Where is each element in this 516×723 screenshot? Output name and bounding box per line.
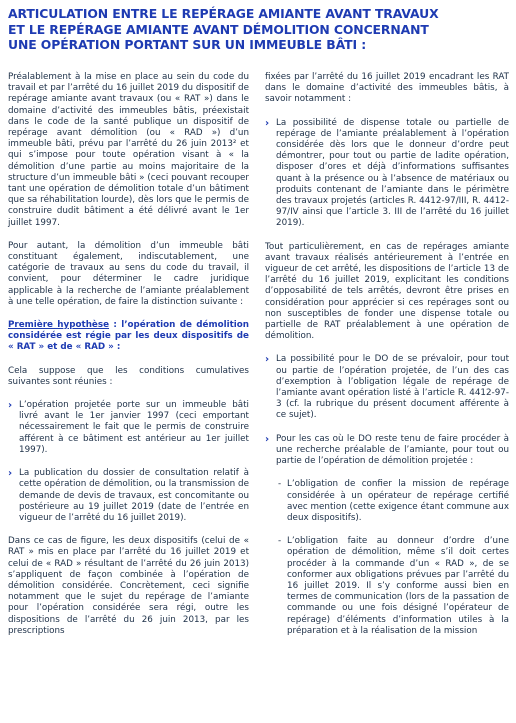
paragraph: fixées par l’arrêté du 16 juillet 2019 encadrant les RAT dans le domaine d’activité des immeubles bâtis, à savoir notamment : [265,72,509,105]
bullet-item [8,400,249,456]
bullet-text: La possibilité de dispense totale ou partielle de repérage de l’amiante préalablement à l’opération considérée dès lors que le donneur d’ordre peut démontrer, pour tout ou partie de ladite opération, disposer d’ores et déjà d’informations suffisantes quant à la présence ou à l’absence de matériaux ou produits contenant de l’amiante dans le périmètre des travaux projetés (articles R. 4412-97/III, R. 4412-97/IV ainsi que l’article 3. III de l’arrêté du 16 juillet 2019). [276,117,509,229]
chevron-right-icon: › [265,354,270,366]
dash-marker: - [278,479,282,490]
bullet-item [8,468,249,524]
bullet-text: La possibilité pour le DO de se prévaloir, pour tout ou partie de l’opération projetée, de l’un des cas d’exemption à l’obligation légale de repérage de l’amiante avant opération listé à l’article R. 4412-97-3 (cf. la rubrique du présent document afférente à ce sujet). [276,354,509,421]
dash-text: L’obligation de confier la mission de repérage considérée à un opérateur de repérage certifié avec mention (cette exigence étant commune aux deux dispositifs). [287,479,509,523]
section-title [8,6,512,53]
dash-text: L’obligation faite au donneur d’ordre d’une opération de démolition, même s’il doit certes procéder à la commande d’un « RAD », de se conformer aux obligations prévues par l’arrêté du 16 juillet 2019. Il s’y conforme aussi bien en termes de communication (lors de la passation de commande ou une fois désigné l’opérateur de repérage) d’éléments d’information utiles à la préparation et à la réalisation de la mission [287,536,509,636]
paragraph: Pour autant, la démolition d’un immeuble bâti constituant également, indiscutablement, une catégorie de travaux au sens du code du travail, il convient, pour déterminer le cadre juridique applicable à la recherche de l’amiante préalablement à une telle opération, de faire la distinction suivante : [8,240,249,307]
dash-item [276,479,509,524]
title-line-1: ARTICULATION ENTRE LE REPÉRAGE AMIANTE AVANT TRAVAUX [8,6,439,21]
chevron-right-icon: › [265,117,270,129]
chevron-right-icon: › [265,433,270,445]
dash-marker: - [278,536,282,547]
hypothesis-label: Première hypothèse [8,320,110,331]
title-line-3: UNE OPÉRATION PORTANT SUR UN IMMEUBLE BÂTI : [8,37,367,52]
left-column [8,72,249,649]
dash-item [276,536,509,637]
bullet-text: La publication du dossier de consultation relatif à cette opération de démolition, ou la transmission de demande de devis de travaux, est concomitante ou postérieure au 19 juillet 2019 (date de l’entrée en vigueur de l’arrêté du 16 juillet 2019). [19,468,249,523]
bullet-item [265,354,509,421]
paragraph: Préalablement à la mise en place au sein du code du travail et par l’arrêté du 16 juillet 2019 du dispositif de repérage amiante avant travaux (ou « RAT ») dans le domaine d’activité des immeubles bâtis, préexistait dans le code de la santé publique un dispositif de repérage avant démolition (ou « RAD ») d’un immeuble bâti, prévu par l’arrêté du 26 juin 2013² et qui s’impose pour toute opération visant à « la démolition d’une partie au moins majoritaire de la structure d’un immeuble bâti » (ceci pouvant recouper tant une opération de démolition totale d’un bâtiment que sa réhabilitation lourde), dès lors que le permis de construire dudit bâtiment a été délivré avant le 1er juillet 1997. [8,72,249,228]
paragraph: Dans ce cas de figure, les deux dispositifs (celui de « RAT » mis en place par l’arrêté du 16 juillet 2019 et celui de « RAD » résultant de l’arrêté du 26 juin 2013) s’appliquent de façon combinée à l’opération de démolition considérée. Concrètement, ceci signifie notamment que le sujet du repérage de l’amiante pour l’opération considérée sera régi, outre les dispositions de l’arrêté du 26 juin 2013, par les prescriptions [8,536,249,636]
bullet-item [265,118,509,230]
paragraph: Tout particulièrement, en cas de repérages amiante avant travaux réalisés antérieurement à l’entrée en vigueur de cet arrêté, les dispositions de l’article 13 de l’arrêté du 16 juillet 2019, explicitant les conditions d’opposabilité de tels arrêtés, devront être prises en considération pour apprécier si ces repérages sont ou non susceptibles de fonder une dispense totale ou partielle de RAT préalablement à une opération de démolition. [265,241,509,342]
right-column [265,72,509,649]
title-line-2: ET LE REPÉRAGE AMIANTE AVANT DÉMOLITION CONCERNANT [8,21,429,37]
chevron-right-icon: › [8,400,13,412]
bullet-text: L’opération projetée porte sur un immeuble bâti livré avant le 1er janvier 1997 (ceci emportant nécessairement le fait que le permis de construire afférent à ce bâtiment est antérieur au 1er juillet 1997). [19,400,249,455]
paragraph: Cela suppose que les conditions cumulatives suivantes sont réunies : [8,365,249,387]
bullet-text: Pour les cas où le DO reste tenu de faire procéder à une recherche préalable de l’amiante, pour tout ou partie de l’opération de démolition projetée : [276,433,509,467]
hypothesis-text: : l’opération de démolition considérée est régie par les deux dispositifs de « RAT » et de « RAD » : [8,320,249,353]
hypothesis-heading [8,320,249,354]
chevron-right-icon: › [8,468,13,480]
bullet-item [265,434,509,468]
